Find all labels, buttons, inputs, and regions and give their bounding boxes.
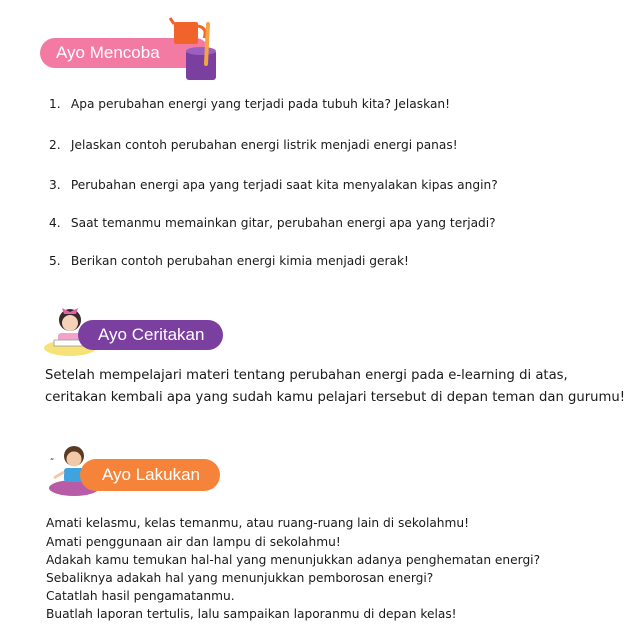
ayo-ceritakan-header: [78, 320, 223, 350]
ayo-lakukan-header: [80, 459, 220, 491]
question-item: 2. Jelaskan contoh perubahan energi listrik menjadi energi panas!: [49, 138, 458, 152]
question-item: 5. Berikan contoh perubahan energi kimia menjadi gerak!: [49, 254, 409, 268]
instruction-line: Sebaliknya adakah hal yang menunjukkan pemborosan energi?: [46, 571, 434, 585]
svg-text:“: “: [50, 457, 55, 466]
question-item: 4. Saat temanmu memainkan gitar, perubahan energi apa yang terjadi?: [49, 216, 496, 230]
instruction-line: Catatlah hasil pengamatanmu.: [46, 589, 235, 603]
instruction-line: Amati kelasmu, kelas temanmu, atau ruang-ruang lain di sekolahmu!: [46, 516, 470, 530]
ayo-mencoba-title: Ayo Mencoba: [56, 43, 160, 62]
ayo-ceritakan-title: Ayo Ceritakan: [98, 325, 205, 344]
paragraph-line: Setelah mempelajari materi tentang perubahan energi pada e-learning di atas,: [45, 368, 568, 383]
instruction-line: Amati penggunaan air dan lampu di sekolahmu!: [46, 535, 341, 549]
instruction-line: Buatlah laporan tertulis, lalu sampaikan laporanmu di depan kelas!: [46, 607, 457, 621]
question-item: 3. Perubahan energi apa yang terjadi saat kita menyalakan kipas angin?: [49, 178, 498, 192]
paragraph-line: ceritakan kembali apa yang sudah kamu pelajari tersebut di depan teman dan gurumu!: [45, 390, 625, 405]
instruction-line: Adakah kamu temukan hal-hal yang menunjukkan adanya penghematan energi?: [46, 553, 541, 567]
question-item: 1. Apa perubahan energi yang terjadi pada tubuh kita? Jelaskan!: [49, 97, 451, 111]
ayo-lakukan-title: Ayo Lakukan: [102, 465, 200, 484]
pot-and-cup-icon: [168, 14, 228, 84]
